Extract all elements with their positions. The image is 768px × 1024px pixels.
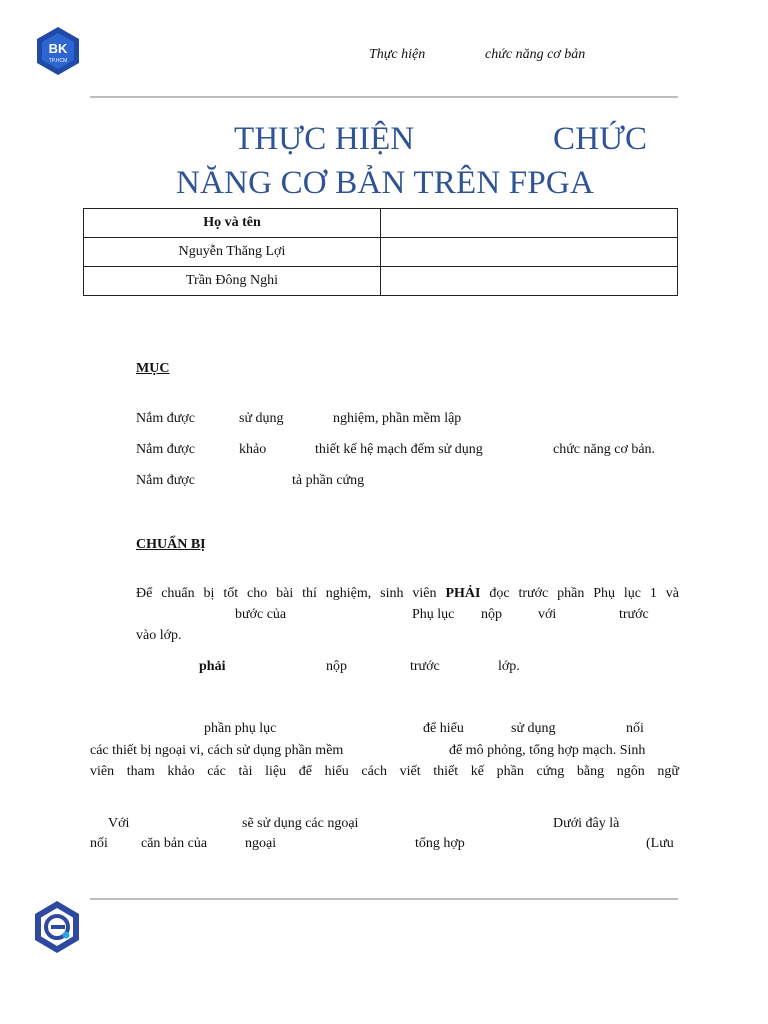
chuan-bi-p1-line-1: Để chuẩn bị tốt cho bài thí nghiệm, sinh viên PHẢI đọc trước phần Phụ lục 1 và bbox=[136, 586, 680, 601]
chuan-bi-p4-l2-w5: (Lưu bbox=[646, 836, 674, 851]
chuan-bi-p3-line-2a: các thiết bị ngoại vi, cách sử dụng phần mềm bbox=[90, 743, 344, 758]
chuan-bi-p1-w5: trước bbox=[619, 607, 649, 622]
title-word-2: CHỨC bbox=[553, 121, 648, 157]
chuan-bi-p1-w4: với bbox=[538, 607, 557, 622]
chuan-bi-p1-w1: bước của bbox=[235, 607, 287, 622]
chuan-bi-p2-w3: lớp. bbox=[498, 659, 520, 674]
title-line-2: NĂNG CƠ BẢN TRÊN FPGA bbox=[176, 165, 594, 201]
chuan-bi-p3-w2: để hiểu bbox=[423, 721, 464, 736]
chuan-bi-p4-w2: sẽ sử dụng các ngoại bbox=[242, 816, 359, 831]
header-right-text: chức năng cơ bản bbox=[485, 47, 586, 62]
muc-row-1-col-3: nghiệm, phần mềm lập bbox=[333, 411, 462, 426]
section-heading-chuan-bi: CHUẨN BỊ bbox=[136, 537, 206, 552]
muc-row-2-col-1: Nắm được bbox=[136, 442, 195, 457]
table-cell bbox=[381, 209, 678, 238]
chuan-bi-p3-w3: sử dụng bbox=[511, 721, 556, 736]
section-heading-muc: MỤC bbox=[136, 361, 170, 376]
chuan-bi-p3-w1: phần phụ lục bbox=[204, 721, 277, 736]
muc-row-3-col-1: Nắm được bbox=[136, 473, 195, 488]
chuan-bi-p4-l2-w2: căn bản của bbox=[141, 836, 208, 851]
chuan-bi-p4-l2-w4: tổng hợp bbox=[415, 836, 465, 851]
logo-text: BK bbox=[48, 41, 68, 56]
muc-row-1-col-2: sử dụng bbox=[239, 411, 284, 426]
muc-row-1-col-1: Nắm được bbox=[136, 411, 195, 426]
chuan-bi-p4-w1: Với bbox=[108, 816, 130, 831]
muc-row-2-col-4: chức năng cơ bản. bbox=[553, 442, 656, 457]
members-table bbox=[83, 208, 678, 296]
chuan-bi-p1-w2: Phụ lục bbox=[412, 607, 455, 622]
chuan-bi-p4-w3: Dưới đây là bbox=[553, 816, 620, 831]
table-header-cell: Họ và tên bbox=[84, 209, 381, 238]
table-cell: Trần Đông Nghi bbox=[84, 267, 381, 296]
muc-row-2-col-2: khảo bbox=[239, 442, 267, 457]
university-logo bbox=[33, 26, 83, 76]
muc-row-2-col-3: thiết kế hệ mạch đếm sử dụng bbox=[315, 442, 483, 457]
table-row bbox=[84, 238, 678, 267]
chuan-bi-p3-line-2b: để mô phỏng, tổng hợp mạch. Sinh bbox=[449, 743, 646, 758]
header-left-text: Thực hiện bbox=[369, 47, 426, 62]
title-word-1: THỰC HIỆN bbox=[234, 121, 415, 157]
table-cell bbox=[381, 267, 678, 296]
chuan-bi-p2-w2: trước bbox=[410, 659, 440, 674]
chuan-bi-p3-w4: nối bbox=[626, 721, 644, 736]
table-row bbox=[84, 267, 678, 296]
chuan-bi-p2-bold: phải bbox=[199, 659, 226, 674]
chuan-bi-p1-line-3: vào lớp. bbox=[136, 628, 182, 643]
table-cell bbox=[381, 238, 678, 267]
chuan-bi-p1-w3: nộp bbox=[481, 607, 502, 622]
chuan-bi-p4-l2-w1: nối bbox=[90, 836, 108, 851]
table-cell: Nguyễn Thăng Lợi bbox=[84, 238, 381, 267]
footer-logo-icon bbox=[33, 900, 81, 954]
footer-divider bbox=[90, 898, 678, 900]
chuan-bi-p2-w1: nộp bbox=[326, 659, 347, 674]
muc-row-3-col-2: tả phần cứng bbox=[292, 473, 365, 488]
chuan-bi-p3-line-3: viên tham khảo các tài liệu để hiểu cách viết thiết kế phần cứng bằng ngôn ngữ bbox=[90, 764, 679, 779]
chuan-bi-p4-l2-w3: ngoại bbox=[245, 836, 277, 851]
logo-subtext: TP.HCM bbox=[48, 58, 68, 64]
table-row bbox=[84, 209, 678, 238]
header-divider bbox=[90, 96, 678, 98]
